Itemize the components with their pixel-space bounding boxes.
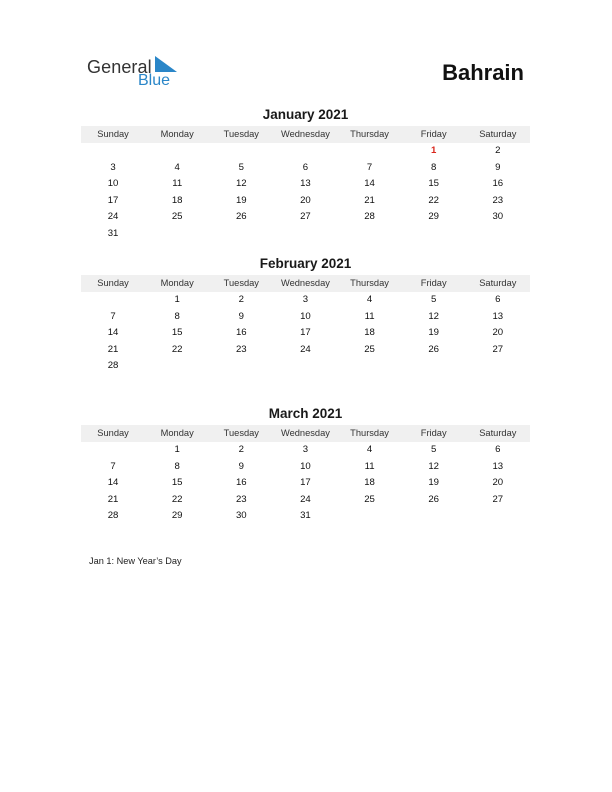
weekday-header: Saturday <box>479 278 517 288</box>
day-cell: 12 <box>428 460 440 472</box>
day-cell: 4 <box>366 294 373 305</box>
week-row <box>81 226 530 243</box>
month-block <box>81 106 530 243</box>
day-cell: 26 <box>428 343 440 355</box>
holiday-note: Jan 1: New Year’s Day <box>89 556 182 566</box>
weekday-header: Friday <box>420 428 447 438</box>
week-row <box>81 492 530 509</box>
day-cell: 22 <box>171 493 183 505</box>
day-cell: 17 <box>300 477 311 489</box>
weekday-header: Monday <box>160 129 194 139</box>
day-cell: 8 <box>174 460 180 472</box>
day-cell: 1 <box>174 444 180 455</box>
day-cell: 15 <box>171 327 183 339</box>
day-cell <box>402 226 466 243</box>
week-row <box>81 358 530 375</box>
weekday-header: Monday <box>160 278 194 288</box>
day-cell: 3 <box>302 294 309 305</box>
day-cell: 21 <box>364 194 375 206</box>
day-cell: 20 <box>492 477 504 489</box>
day-cell <box>338 226 402 243</box>
day-cell <box>81 442 145 459</box>
day-cell: 7 <box>110 310 116 322</box>
week-row <box>81 143 530 160</box>
weekday-header-row <box>81 126 530 143</box>
week-row <box>81 309 530 326</box>
weekday-header: Friday <box>420 129 447 139</box>
weekday-header: Tuesday <box>223 129 259 139</box>
weekday-header: Sunday <box>97 428 129 438</box>
day-cell <box>81 292 145 309</box>
weekday-header-row <box>81 275 530 292</box>
day-cell <box>338 508 402 525</box>
day-cell: 5 <box>238 161 244 173</box>
day-cell: 19 <box>428 327 440 339</box>
day-cell: 12 <box>428 310 440 322</box>
weekday-header: Wednesday <box>280 428 330 438</box>
month-title: February 2021 <box>259 256 352 271</box>
day-cell: 5 <box>431 294 437 305</box>
day-cell: 3 <box>302 444 309 455</box>
day-cell: 24 <box>300 343 311 355</box>
weekday-header-row <box>81 425 530 442</box>
day-cell: 10 <box>107 178 119 190</box>
day-cell: 27 <box>492 343 504 355</box>
weekday-header: Tuesday <box>223 278 259 288</box>
day-cell: 8 <box>174 310 180 322</box>
week-row <box>81 292 530 309</box>
day-cell: 25 <box>364 493 375 505</box>
day-cell: 28 <box>364 211 375 223</box>
day-cell: 15 <box>428 178 440 190</box>
weekday-header: Friday <box>420 278 447 288</box>
day-cell: 20 <box>300 194 311 206</box>
day-cell: 13 <box>492 310 504 322</box>
day-cell: 3 <box>110 161 116 173</box>
day-cell: 25 <box>171 211 183 223</box>
week-row <box>81 459 530 476</box>
month-block <box>81 405 530 525</box>
day-cell <box>466 226 530 243</box>
weekday-header: Saturday <box>479 428 517 438</box>
day-cell: 27 <box>300 211 311 223</box>
weekday-header: Tuesday <box>223 428 259 438</box>
day-cell: 17 <box>107 194 119 206</box>
day-cell: 29 <box>428 211 440 223</box>
day-cell: 25 <box>364 343 375 355</box>
country-title: Bahrain <box>442 60 524 85</box>
week-row <box>81 160 530 177</box>
day-cell: 14 <box>107 477 119 489</box>
day-cell: 18 <box>364 327 375 339</box>
day-cell: 2 <box>238 444 244 455</box>
day-cell: 23 <box>492 194 504 206</box>
holiday-day-cell: 1 <box>431 145 437 156</box>
logo-general-text: General <box>87 57 152 77</box>
day-cell <box>338 358 402 375</box>
day-cell: 15 <box>171 477 183 489</box>
day-cell <box>466 508 530 525</box>
day-cell: 26 <box>235 211 247 223</box>
day-cell: 17 <box>300 327 311 339</box>
day-cell: 14 <box>364 178 375 190</box>
day-cell: 2 <box>495 145 501 156</box>
weekday-header: Sunday <box>97 129 129 139</box>
weekday-header: Monday <box>160 428 194 438</box>
weekday-header: Wednesday <box>280 129 330 139</box>
day-cell: 29 <box>171 510 183 522</box>
day-cell: 24 <box>107 211 119 223</box>
day-cell: 21 <box>107 493 119 505</box>
day-cell: 11 <box>364 460 375 472</box>
day-cell: 10 <box>300 460 311 472</box>
day-cell <box>209 226 273 243</box>
week-row <box>81 209 530 226</box>
month-title: March 2021 <box>268 406 343 421</box>
week-row <box>81 193 530 210</box>
week-row <box>81 176 530 193</box>
day-cell: 12 <box>235 178 247 190</box>
day-cell: 18 <box>364 477 375 489</box>
day-cell: 4 <box>366 444 373 455</box>
week-row <box>81 508 530 525</box>
day-cell: 13 <box>492 460 504 472</box>
day-cell: 6 <box>495 294 501 305</box>
day-cell: 30 <box>235 510 247 522</box>
day-cell <box>209 143 273 160</box>
day-cell <box>402 358 466 375</box>
weekday-header: Thursday <box>350 278 389 288</box>
day-cell: 4 <box>174 161 180 173</box>
day-cell: 6 <box>495 444 501 455</box>
day-cell: 23 <box>235 493 247 505</box>
day-cell <box>145 143 209 160</box>
day-cell: 19 <box>235 194 247 206</box>
day-cell <box>338 143 402 160</box>
day-cell: 19 <box>428 477 440 489</box>
day-cell: 16 <box>235 327 247 339</box>
weekday-header: Sunday <box>97 278 129 288</box>
month-title: January 2021 <box>262 107 349 122</box>
weekday-header: Thursday <box>350 129 389 139</box>
week-row <box>81 325 530 342</box>
logo <box>87 55 187 91</box>
weekday-header: Wednesday <box>280 278 330 288</box>
day-cell: 11 <box>172 178 183 190</box>
day-cell: 9 <box>238 310 244 322</box>
day-cell: 28 <box>107 360 119 372</box>
day-cell: 5 <box>431 444 437 455</box>
day-cell: 2 <box>238 294 244 305</box>
day-cell: 9 <box>238 460 244 472</box>
day-cell: 10 <box>300 310 311 322</box>
day-cell <box>273 358 337 375</box>
logo-triangle-icon <box>155 56 177 72</box>
day-cell <box>81 143 145 160</box>
day-cell: 24 <box>300 493 311 505</box>
day-cell: 26 <box>428 493 440 505</box>
day-cell: 11 <box>364 310 375 322</box>
week-row <box>81 342 530 359</box>
day-cell: 6 <box>302 161 309 173</box>
day-cell <box>209 358 273 375</box>
weekday-header: Thursday <box>350 428 389 438</box>
day-cell: 20 <box>492 327 504 339</box>
day-cell: 18 <box>171 194 183 206</box>
day-cell: 21 <box>107 343 119 355</box>
day-cell: 7 <box>366 161 373 173</box>
weekday-header: Saturday <box>479 129 517 139</box>
day-cell: 9 <box>495 161 501 173</box>
day-cell: 23 <box>235 343 247 355</box>
day-cell: 31 <box>300 510 311 522</box>
day-cell <box>273 226 337 243</box>
day-cell: 13 <box>300 178 311 190</box>
day-cell <box>466 358 530 375</box>
day-cell: 14 <box>107 327 119 339</box>
month-block <box>81 255 530 375</box>
day-cell: 22 <box>428 194 440 206</box>
day-cell <box>402 508 466 525</box>
day-cell: 8 <box>431 161 437 173</box>
week-row <box>81 442 530 459</box>
day-cell: 16 <box>492 178 504 190</box>
week-row <box>81 475 530 492</box>
day-cell: 1 <box>174 294 180 305</box>
day-cell <box>145 358 209 375</box>
day-cell: 22 <box>171 343 183 355</box>
day-cell: 27 <box>492 493 504 505</box>
day-cell: 28 <box>107 510 119 522</box>
day-cell: 16 <box>235 477 247 489</box>
day-cell: 30 <box>492 211 504 223</box>
day-cell: 7 <box>110 460 116 472</box>
day-cell <box>273 143 337 160</box>
day-cell <box>145 226 209 243</box>
logo-blue-text: Blue <box>138 72 171 89</box>
day-cell: 31 <box>107 227 119 239</box>
